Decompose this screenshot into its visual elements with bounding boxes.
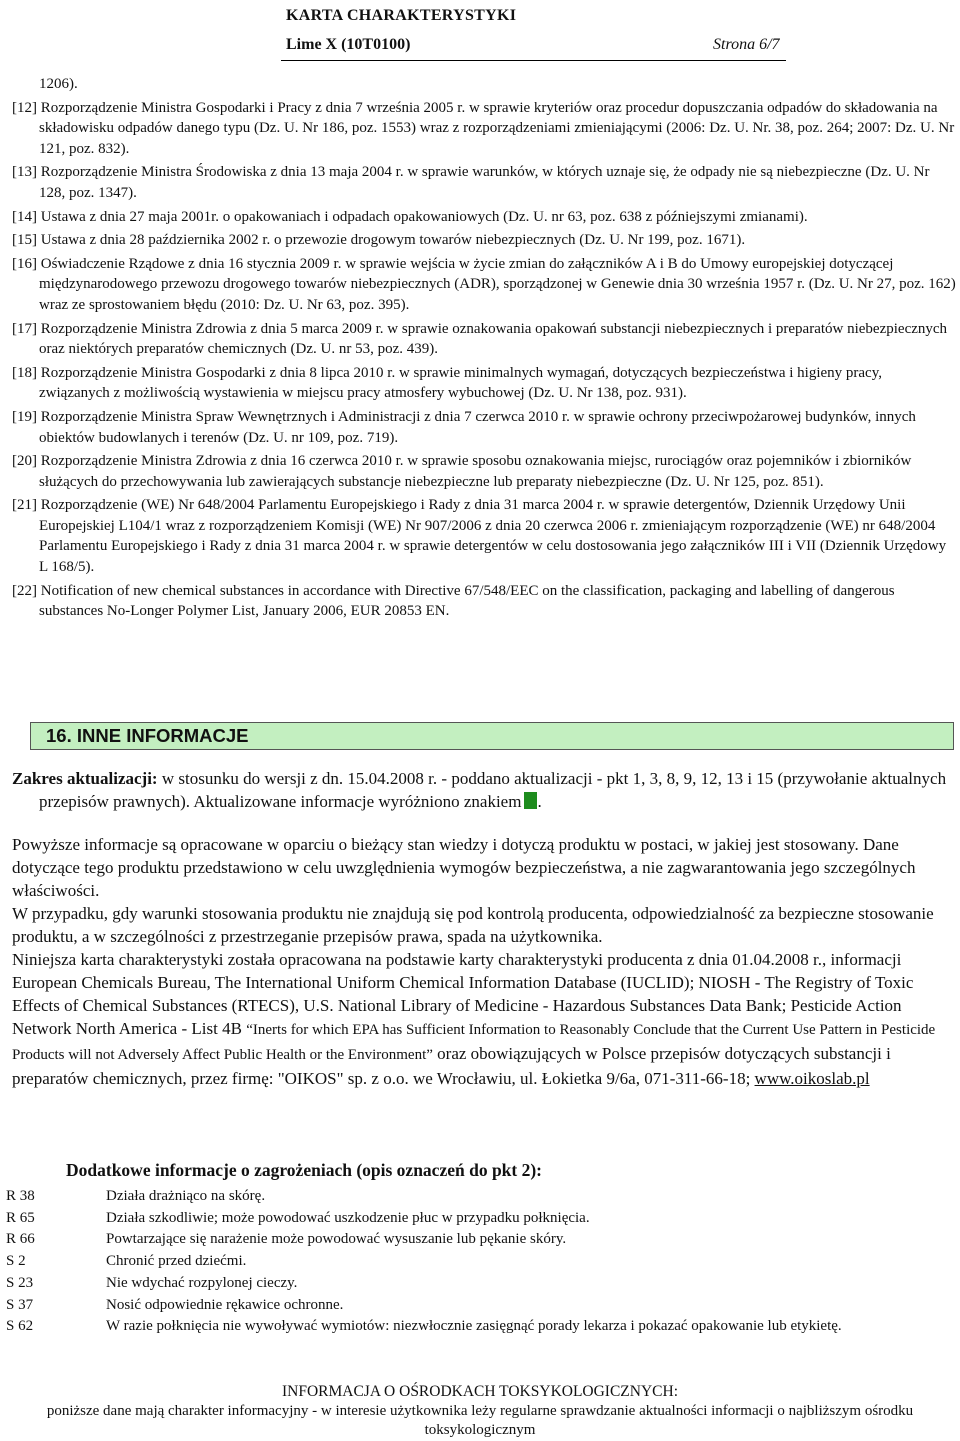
reference-16: [16] Oświadczenie Rządowe z dnia 16 stycznia 2009 r. w sprawie wejścia w życie zmian do załączników A i B do Umowy europejskiej dotyczącej międzynarodowego przewozu drogowego towarów niebezpiecznych (ADR), sporządzonej w Genewie dnia 30 września 1957 r. (Dz. U. Nr 27, poz. 162) wraz ze sprostowaniem błędu (2010: Dz. U. Nr 63, poz. 395). xyxy=(12,255,956,313)
oikos-website-link[interactable]: www.oikoslab.pl xyxy=(754,1069,870,1088)
update-end: . xyxy=(537,792,542,811)
update-label: Zakres aktualizacji: xyxy=(12,769,158,788)
phrase-row xyxy=(6,1186,950,1208)
phrase-code: R 65 xyxy=(6,1209,35,1226)
disclaimer-paragraph-2: W przypadku, gdy warunki stosowania produktu nie znajdują się pod kontrolą producenta, odpowiedzialność za bezpieczne stosowanie produktu, a w szczególności z przestrzeganie przepisów prawa, spada na użytkownika. xyxy=(12,904,934,946)
toxicology-footer xyxy=(0,1382,960,1441)
phrase-text: Chronić przed dziećmi. xyxy=(106,1253,247,1270)
reference-21: [21] Rozporządzenie (WE) Nr 648/2004 Parlamentu Europejskiego i Rady z dnia 31 marca 2004 r. w sprawie detergentów, Dziennik Urzędowy Unii Europejskiej L104/1 wraz z rozporządzeniem Komisji (WE) Nr 907/2006 z dnia 20 czerwca 2006 r. zmieniającym rozporządzenie (WE) nr 648/2004 Parlamentu Europejskiego i Rady z dnia 31 marca 2004 r. w sprawie detergentów w celu dostosowania jego załączników III i VII (Dziennik Urzędowy L 168/5). xyxy=(12,497,947,576)
update-scope xyxy=(12,767,960,813)
phrase-row xyxy=(6,1273,950,1295)
page-header xyxy=(0,0,960,66)
references-list xyxy=(12,74,956,622)
reference-19: [19] Rozporządzenie Ministra Spraw Wewnętrznych i Administracji z dnia 7 czerwca 2010 r. w sprawie ochrony przeciwpożarowej budynków, innych obiektów budowlanych i terenów (Dz. U. nr 109, poz. 719). xyxy=(12,408,916,446)
reference-12: [12] Rozporządzenie Ministra Gospodarki i Pracy z dnia 7 września 2005 r. w sprawie kryteriów oraz procedur dopuszczania odpadów do składowania na składowisku odpadów danego typu (Dz. U. Nr 186, poz. 1553) wraz z rozporządzeniami zmieniającymi (2006: Dz. U. Nr. 38, poz. 264; 2007: Dz. U. Nr 121, poz. 832). xyxy=(12,99,955,157)
phrase-text: Powtarzające się narażenie może powodować wysuszanie lub pękanie skóry. xyxy=(106,1231,567,1248)
reference-14: [14] Ustawa z dnia 27 maja 2001r. o opakowaniach i odpadach opakowaniowych (Dz. U. nr 63, poz. 638 z późniejszymi zmianami). xyxy=(12,208,808,225)
update-text: w stosunku do wersji z dn. 15.04.2008 r. - poddano aktualizacji - pkt 1, 3, 8, 9, 12, 13 i 15 (przywołanie aktualnych przepisów prawnych). Aktualizowane informacje wyróżniono znakiem xyxy=(39,769,947,811)
phrase-code: R 66 xyxy=(6,1231,35,1248)
section-16-title: 16. INNE INFORMACJE xyxy=(46,725,249,746)
phrase-code: S 37 xyxy=(6,1296,34,1313)
reference-18: [18] Rozporządzenie Ministra Gospodarki z dnia 8 lipca 2010 r. w sprawie minimalnych wymagań, dotyczących bezpieczeństwa i higieny pracy, związanych z możliwością wystawienia w miejscu pracy atmosfery wybuchowej (Dz. U. Nr 138, poz. 931). xyxy=(12,364,882,402)
sources-text: Niniejsza karta charakterystyki została opracowana na podstawie karty charakterystyki producenta z dnia 01.04.2008 r., informacji European Chemicals Bureau, The International Uniform Chemical Information Database (IUCLID); NIOSH - The Registry of Toxic Effects of Chemical Substances (RTECS), U.S. National Library of Medicine - Hazardous Substances Data Bank; Pesticide Action Network North America - List 4B xyxy=(12,950,914,1038)
disclaimer-paragraph-1: Powyższe informacje są opracowane w oparciu o bieżący stan wiedzy i dotyczą produktu w postaci, w jakiej jest stosowany. Dane dotyczące tego produktu przedstawiono w celu uwzględnienia wymogów bezpieczeństwa, a nie zagwarantowania jego szczególnych właściwości. xyxy=(12,835,916,900)
phrase-code: R 38 xyxy=(6,1188,35,1204)
phrase-text: Działa drażniąco na skórę. xyxy=(106,1188,266,1204)
reference-continued: 1206). xyxy=(39,76,78,92)
epa-list-title: “Inerts for which EPA has Sufficient Information to Reasonably Conclude that the Current Use Pattern in Pesticide Products will not Adversely Affect Public Health or the Environment” xyxy=(12,1022,936,1063)
hazard-phrases-list xyxy=(6,1186,950,1338)
section-16-header xyxy=(30,722,954,750)
toxicology-note: poniższe dane mają charakter informacyjny - w interesie użytkownika leży regularne sprawdzanie aktualności informacji o najbliższym ośrodku toksykologicznym xyxy=(46,1402,914,1438)
phrase-text: Nie wdychać rozpylonej cieczy. xyxy=(106,1274,298,1291)
phrase-row xyxy=(6,1229,950,1251)
reference-17: [17] Rozporządzenie Ministra Zdrowia z dnia 5 marca 2009 r. w sprawie oznakowania opakowań substancji niebezpiecznych i preparatów niebezpiecznych oraz niektórych preparatów chemicznych (Dz. U. nr 53, poz. 439). xyxy=(12,320,948,358)
reference-20: [20] Rozporządzenie Ministra Zdrowia z dnia 16 czerwca 2010 r. w sprawie sposobu oznakowania miejsc, rurociągów oraz pojemników i zbiorników służących do przechowywania lub zawierających substancje niebezpieczne lub preparaty niebezpieczne (Dz. U. Nr 125, poz. 851). xyxy=(12,453,912,490)
reference-15: [15] Ustawa z dnia 28 października 2002 r. o przewozie drogowym towarów niebezpiecznych (Dz. U. Nr 199, poz. 1671). xyxy=(12,232,746,249)
header-divider xyxy=(281,60,786,61)
reference-13: [13] Rozporządzenie Ministra Środowiska z dnia 13 maja 2004 r. w sprawie warunków, w których uznaje się, że odpady nie są niebezpieczne (Dz. U. Nr 128, poz. 1347). xyxy=(12,164,930,201)
page-number: Strona 6/7 xyxy=(713,36,780,53)
toxicology-title: INFORMACJA O OŚRODKACH TOKSYKOLOGICZNYCH: xyxy=(281,1383,678,1400)
phrase-text: W razie połknięcia nie wywoływać wymiotów: niezwłocznie zasięgnąć porady lekarza i pokazać opakowanie lub etykietę. xyxy=(106,1318,842,1335)
phrase-text: Nosić odpowiednie rękawice ochronne. xyxy=(106,1296,344,1313)
phrase-row xyxy=(6,1316,950,1338)
phrase-code: S 2 xyxy=(6,1253,26,1270)
phrase-row xyxy=(6,1295,950,1317)
sources-text-continued: oraz obowiązujących w Polsce przepisów dotyczących substancji i preparatów chemicznych, przez firmę: "OIKOS" sp. z o.o. we Wrocławiu, ul. Łokietka 9/6a, 071-311-66-18; xyxy=(12,1044,891,1088)
phrase-code: S 62 xyxy=(6,1318,34,1335)
reference-22: [22] Notification of new chemical substances in accordance with Directive 67/548/EEC on the classification, packaging and labelling of dangerous substances No-Longer Polymer List, January 2006, EUR 20853 EN. xyxy=(12,582,895,620)
phrase-code: S 23 xyxy=(6,1274,34,1291)
document-title: KARTA CHARAKTERYSTYKI xyxy=(286,7,517,24)
disclaimer-paragraph-3 xyxy=(12,948,956,1090)
disclaimer xyxy=(12,833,956,1090)
hazard-phrases-title: Dodatkowe informacje o zagrożeniach (opis oznaczeń do pkt 2): xyxy=(66,1160,543,1180)
phrase-text: Działa szkodliwie; może powodować uszkodzenie płuc w przypadku połknięcia. xyxy=(106,1209,590,1226)
phrase-row xyxy=(6,1208,950,1230)
update-marker-icon xyxy=(524,792,537,809)
phrase-row xyxy=(6,1251,950,1273)
product-name: Lime X (10T0100) xyxy=(286,36,411,53)
